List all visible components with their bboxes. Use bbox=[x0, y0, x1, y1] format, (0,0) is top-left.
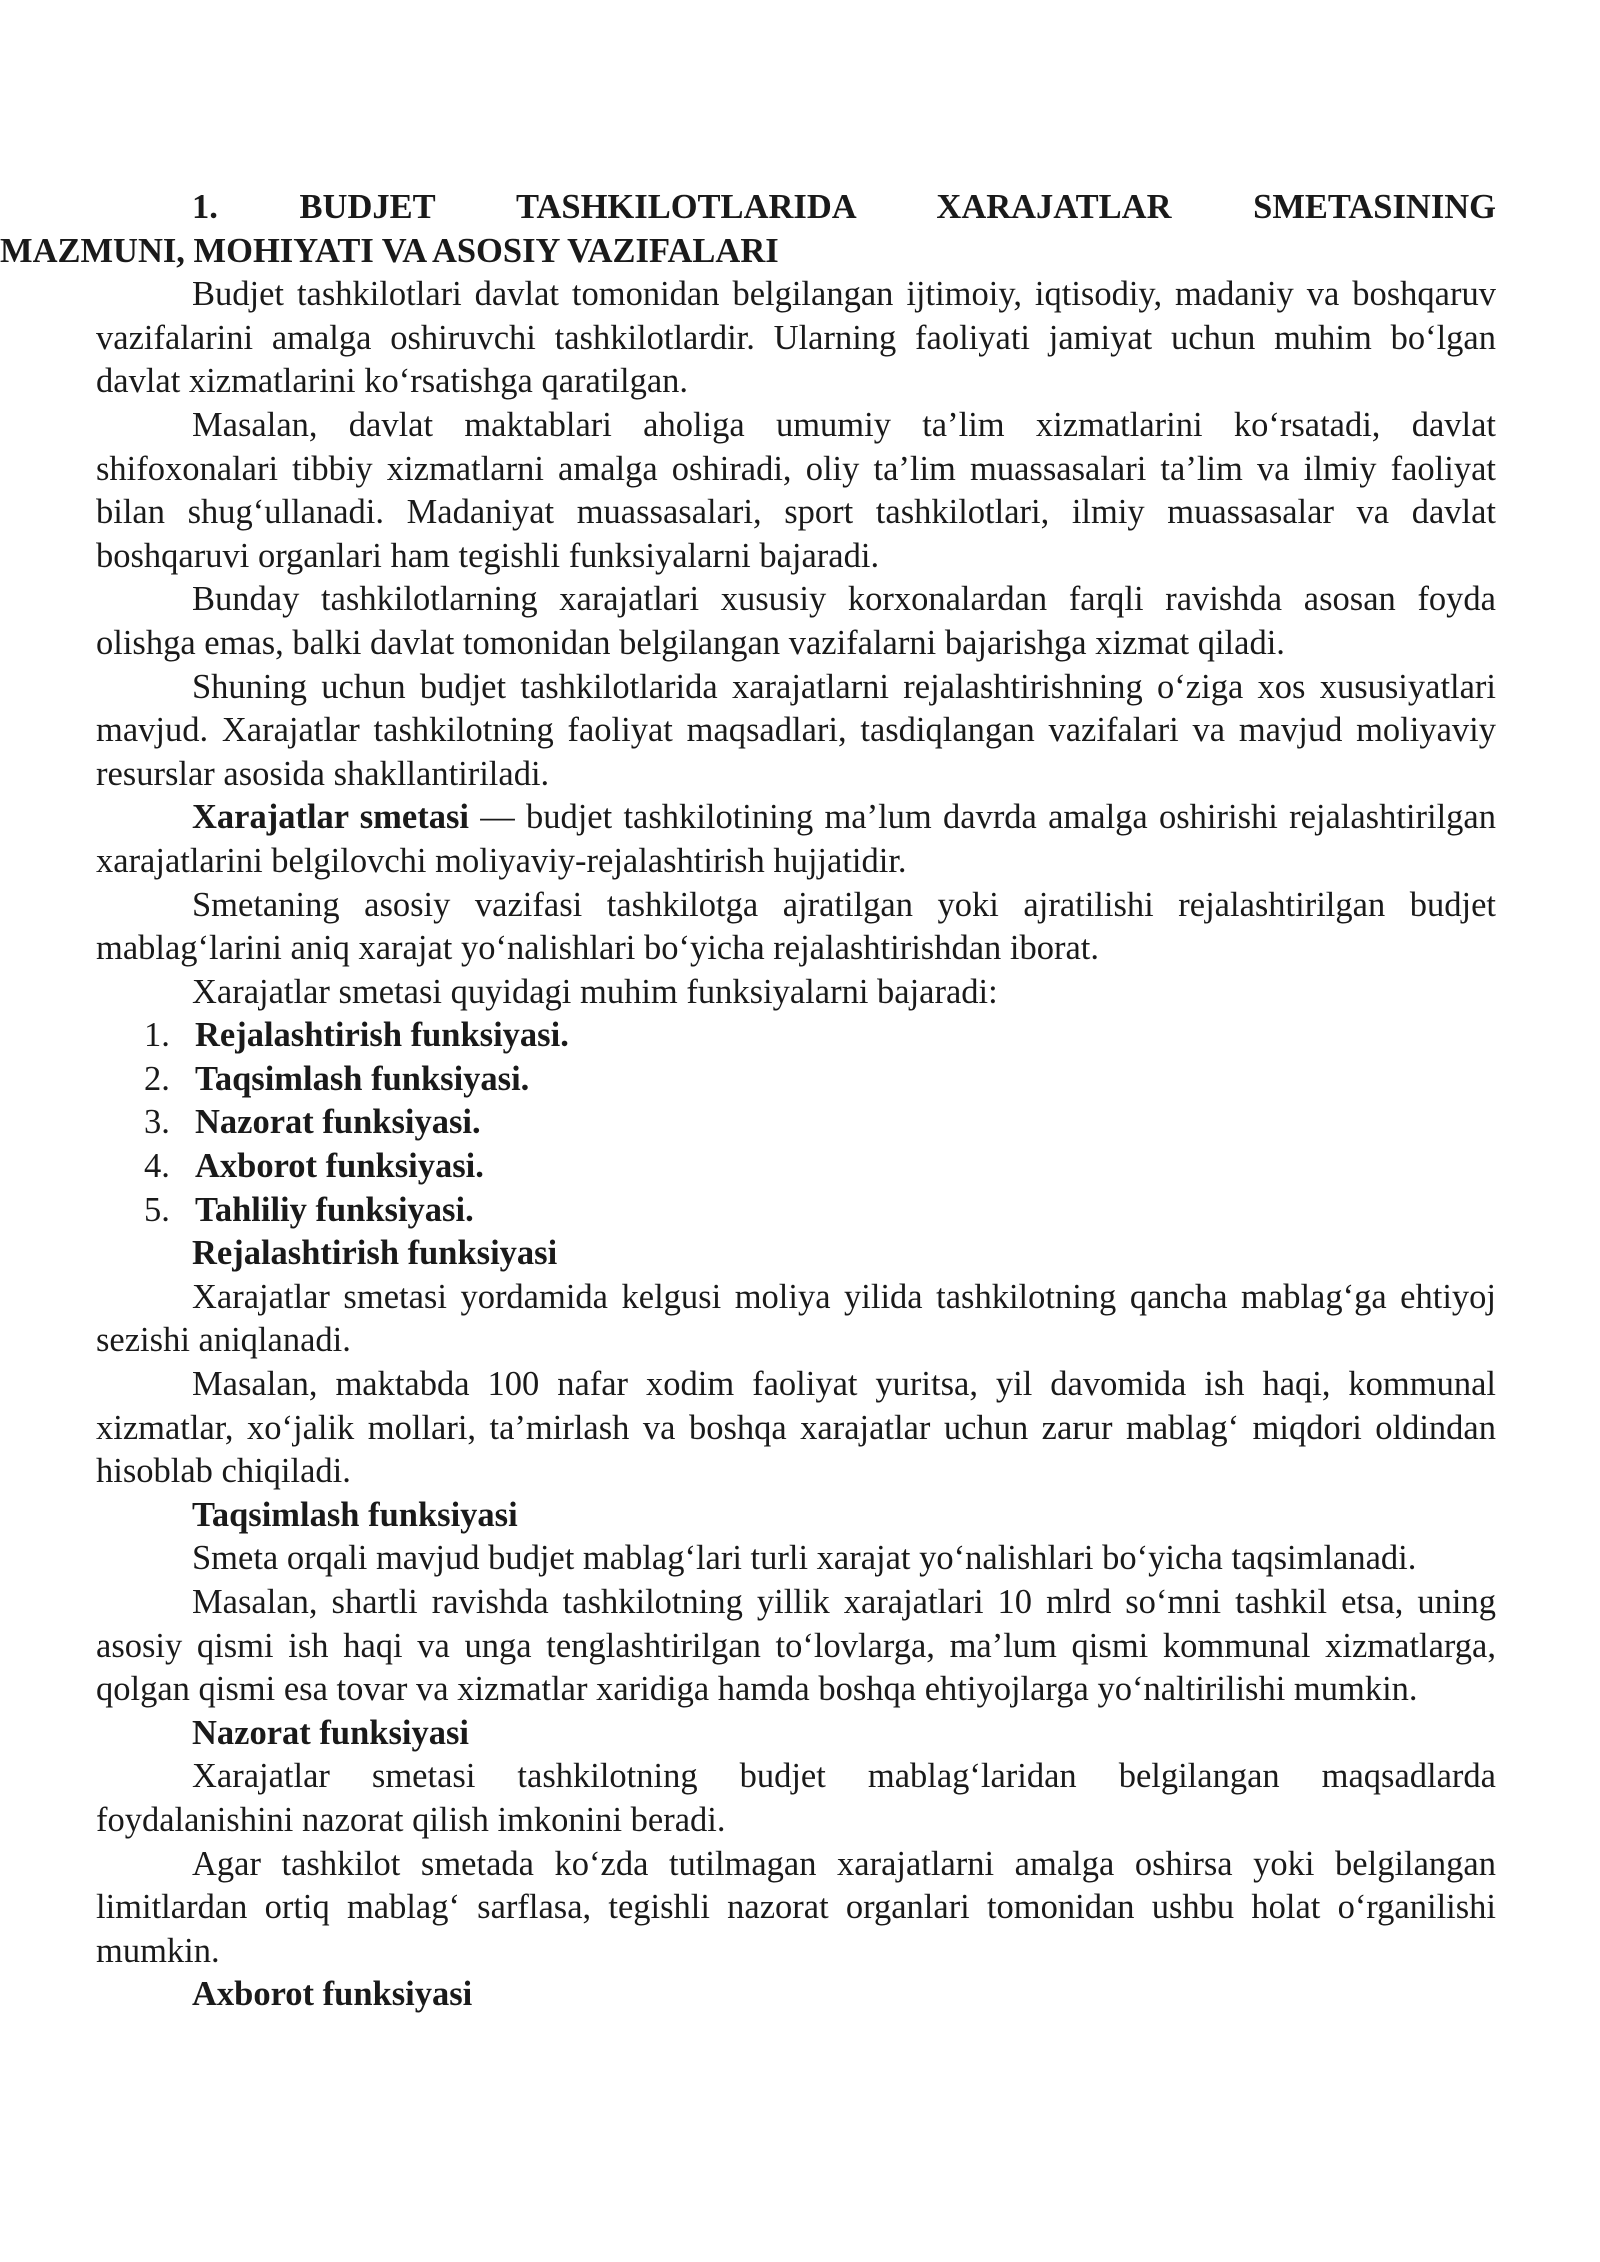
list-item bbox=[96, 1145, 1496, 1189]
list-item-label: Rejalashtirish funksiyasi. bbox=[195, 1016, 569, 1055]
control-paragraph-1: Xarajatlar smetasi tashkilotning budjet mablag‘laridan belgilangan maqsadlarda foydalanishini nazorat qilish imkonini beradi. bbox=[96, 1757, 1496, 1839]
list-item bbox=[96, 1058, 1496, 1102]
list-item-number: 2. bbox=[144, 1059, 170, 1098]
functions-intro: Xarajatlar smetasi quyidagi muhim funksiyalarni bajaradi: bbox=[192, 972, 998, 1011]
document-page bbox=[0, 186, 1496, 2017]
list-item bbox=[96, 1189, 1496, 1233]
list-item-number: 1. bbox=[144, 1016, 170, 1055]
list-item bbox=[96, 1101, 1496, 1145]
definition-term: Xarajatlar smetasi bbox=[192, 798, 469, 837]
planning-function-title: Rejalashtirish funksiyasi bbox=[192, 1234, 558, 1273]
intro-paragraph-2: Masalan, davlat maktablari aholiga umumiy ta’lim xizmatlarini ko‘rsatadi, davlat shifoxonalari tibbiy xizmatlarni amalga oshiradi, oliy ta’lim muassasalari ta’lim va ilmiy faoliyat bilan shug‘ullanadi. Madaniyat muassasalari, sport tashkilotlari, ilmiy muassasalar va davlat boshqaruvi organlari ham tegishli funksiyalarni bajaradi. bbox=[96, 405, 1496, 575]
intro-paragraph-1: Budjet tashkilotlari davlat tomonidan belgilangan ijtimoiy, iqtisodiy, madaniy va boshqaruv vazifalarini amalga oshiruvchi tashkilotlardir. Ularning faoliyati jamiyat uchun muhim bo‘lgan davlat xizmatlarini ko‘rsatishga qaratilgan. bbox=[96, 275, 1496, 401]
distribution-paragraph-2: Masalan, shartli ravishda tashkilotning yillik xarajatlari 10 mlrd so‘mni tashkil etsa, uning asosiy qismi ish haqi va unga tenglashtirilgan to‘lovlarga, ma’lum qismi kommunal xizmatlarga, qolgan qismi esa tovar va xizmatlar xaridiga hamda boshqa ehtiyojlarga yo‘naltirilishi mumkin. bbox=[96, 1583, 1496, 1709]
list-item-label: Nazorat funksiyasi. bbox=[195, 1103, 481, 1142]
heading-line-1: 1. BUDJET TASHKILOTLARIDA XARAJATLAR SMETASINING bbox=[192, 188, 1496, 226]
intro-paragraph-4: Shuning uchun budjet tashkilotlarida xarajatlarni rejalashtirishning o‘ziga xos xususiyatlari mavjud. Xarajatlar tashkilotning faoliyat maqsadlari, tasdiqlangan vazifalari va mavjud moliyaviy resurslar asosida shakllantiriladi. bbox=[96, 667, 1496, 793]
heading-line-2: MAZMUNI, MOHIYATI VA ASOSIY VAZIFALARI bbox=[0, 231, 779, 270]
planning-paragraph-1: Xarajatlar smetasi yordamida kelgusi moliya yilida tashkilotning qancha mablag‘ga ehtiyoj sezishi aniqlanadi. bbox=[96, 1277, 1496, 1360]
functions-list bbox=[96, 1014, 1496, 1232]
list-item-label: Tahliliy funksiyasi. bbox=[195, 1190, 474, 1229]
list-item bbox=[96, 1014, 1496, 1058]
control-function-title: Nazorat funksiyasi bbox=[192, 1713, 469, 1752]
section-heading bbox=[0, 186, 1496, 273]
list-item-number: 3. bbox=[144, 1103, 170, 1142]
definition-paragraph bbox=[96, 796, 1496, 883]
list-item-label: Taqsimlash funksiyasi. bbox=[195, 1059, 530, 1098]
planning-paragraph-2: Masalan, maktabda 100 nafar xodim faoliyat yuritsa, yil davomida ish haqi, kommunal xizmatlar, xo‘jalik mollari, ta’mirlash va boshqa xarajatlar uchun zarur mablag‘ miqdori oldindan hisoblab chiqiladi. bbox=[96, 1365, 1496, 1491]
distribution-paragraph-1: Smeta orqali mavjud budjet mablag‘lari turli xarajat yo‘nalishlari bo‘yicha taqsimlanadi. bbox=[192, 1539, 1417, 1578]
distribution-function-title: Taqsimlash funksiyasi bbox=[192, 1495, 518, 1534]
list-item-number: 5. bbox=[144, 1190, 170, 1229]
intro-paragraph-3: Bunday tashkilotlarning xarajatlari xususiy korxonalardan farqli ravishda asosan foyda olishga emas, balki davlat tomonidan belgilangan vazifalarni bajarishga xizmat qiladi. bbox=[96, 580, 1496, 662]
list-item-label: Axborot funksiyasi. bbox=[195, 1147, 484, 1186]
definition-text: — budjet tashkilotining ma’lum davrda amalga oshirishi rejalashtirilgan xarajatlarini belgilovchi moliyaviy-rejalashtirish hujjatidir. bbox=[96, 798, 1496, 880]
control-paragraph-2: Agar tashkilot smetada ko‘zda tutilmagan xarajatlarni amalga oshirsa yoki belgilangan limitlardan ortiq mablag‘ sarflasa, tegishli nazorat organlari tomonidan ushbu holat o‘rganilishi mumkin. bbox=[96, 1844, 1496, 1970]
information-function-title: Axborot funksiyasi bbox=[192, 1975, 473, 2014]
list-item-number: 4. bbox=[144, 1147, 170, 1186]
main-task-paragraph: Smetaning asosiy vazifasi tashkilotga ajratilgan yoki ajratilishi rejalashtirilgan budjet mablag‘larini aniq xarajat yo‘nalishlari bo‘yicha rejalashtirishdan iborat. bbox=[96, 885, 1496, 968]
